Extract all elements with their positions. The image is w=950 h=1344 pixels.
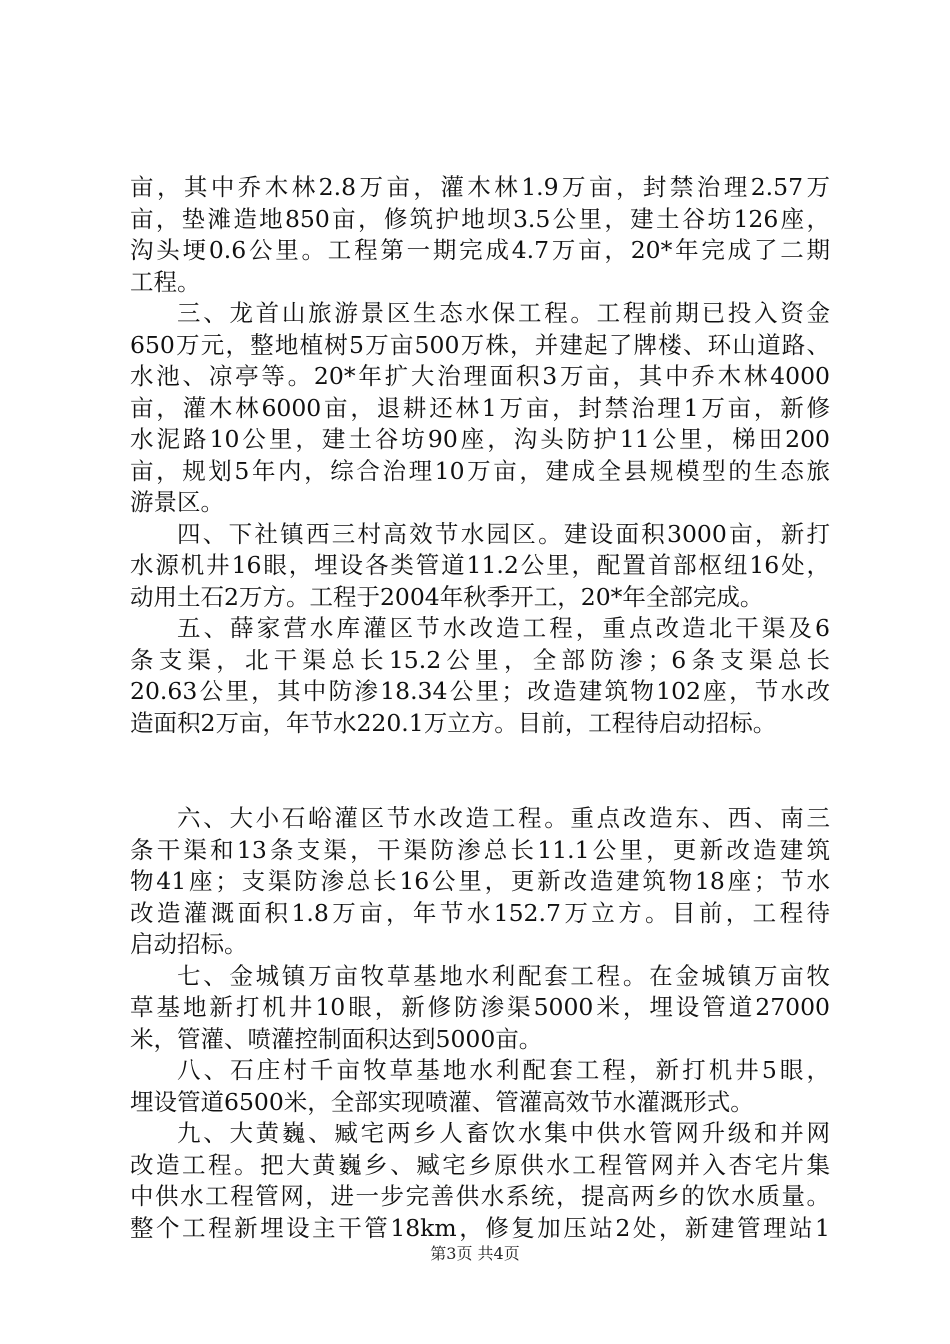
- text-line: 改造灌溉面积1.8万亩，年节水152.7万立方。目前，工程待: [130, 898, 830, 927]
- text-line: 游景区。: [130, 488, 224, 516]
- text-line: 造面积2万亩，年节水220.1万立方。目前，工程待启动招标。: [130, 708, 777, 737]
- text-line: 八、石庄村千亩牧草基地水利配套工程，新打机井5眼，: [177, 1056, 830, 1084]
- text-line: 中供水工程管网，进一步完善供水系统，提高两乡的饮水质量。: [130, 1182, 830, 1210]
- text-line: 条支渠，北干渠总长15.2公里，全部防渗；6条支渠总长: [130, 645, 830, 674]
- text-line: 物41座；支渠防渗总长16公里，更新改造建筑物18座；节水: [130, 867, 830, 895]
- text-line: 三、龙首山旅游景区生态水保工程。工程前期已投入资金: [177, 299, 830, 327]
- text-line: 沟头埂0.6公里。工程第一期完成4.7万亩，20*年完成了二期: [130, 236, 830, 264]
- text-line: 亩，其中乔木林2.8万亩，灌木林1.9万亩，封禁治理2.57万: [130, 173, 830, 201]
- text-line: 六、大小石峪灌区节水改造工程。重点改造东、西、南三: [177, 804, 830, 832]
- text-line: 水源机井16眼，埋设各类管道11.2公里，配置首部枢纽16处，: [130, 551, 830, 579]
- text-line: 亩，垫滩造地850亩，修筑护地坝3.5公里，建土谷坊126座，: [130, 204, 830, 233]
- text-line: 四、下社镇西三村高效节水园区。建设面积3000亩，新打: [177, 519, 830, 548]
- text-line: 水池、凉亭等。20*年扩大治理面积3万亩，其中乔木林4000: [130, 362, 830, 390]
- text-line: 整个工程新埋设主干管18km，修复加压站2处，新建管理站1: [130, 1213, 830, 1242]
- text-line: 条干渠和13条支渠，干渠防渗总长11.1公里，更新改造建筑: [130, 835, 830, 864]
- text-line: 七、金城镇万亩牧草基地水利配套工程。在金城镇万亩牧: [177, 961, 830, 990]
- paragraph-gap: [130, 739, 830, 803]
- text-line: 20.63公里，其中防渗18.34公里；改造建筑物102座，节水改: [130, 677, 830, 705]
- text-line: 650万元，整地植树5万亩500万株，并建起了牌楼、环山道路、: [130, 330, 830, 359]
- text-line: 工程。: [130, 267, 201, 296]
- text-line: 五、薛家营水库灌区节水改造工程，重点改造北干渠及6: [177, 614, 830, 642]
- text-line: 草基地新打机井10眼，新修防渗渠5000米，埋设管道27000: [130, 993, 830, 1021]
- text-line: 水泥路10公里，建土谷坊90座，沟头防护11公里，梯田200: [130, 425, 830, 453]
- text-line: 改造工程。把大黄巍乡、臧宅乡原供水工程管网并入杏宅片集: [130, 1150, 830, 1179]
- page-footer: 第3页 共4页: [430, 1244, 520, 1263]
- text-line: 埋设管道6500米，全部实现喷灌、管灌高效节水灌溉形式。: [130, 1087, 754, 1116]
- body-text: [130, 172, 830, 1244]
- text-line: 九、大黄巍、臧宅两乡人畜饮水集中供水管网升级和并网: [177, 1119, 830, 1147]
- text-line: 动用土石2万方。工程于2004年秋季开工，20*年全部完成。: [130, 582, 764, 611]
- text-line: 启动招标。: [130, 930, 248, 958]
- text-line: 米，管灌、喷灌控制面积达到5000亩。: [130, 1024, 543, 1053]
- text-line: 亩，灌木林6000亩，退耕还林1万亩，封禁治理1万亩，新修: [130, 393, 830, 422]
- text-line: 亩，规划5年内，综合治理10万亩，建成全县规模型的生态旅: [130, 456, 830, 485]
